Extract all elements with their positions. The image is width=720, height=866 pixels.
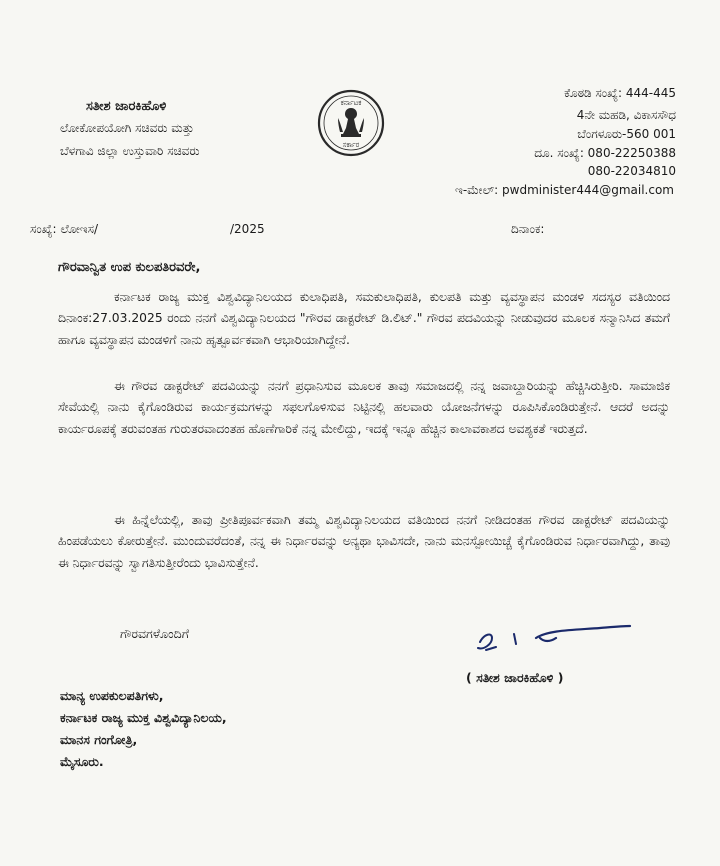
address-city: ಬೆಂಗಳೂರು-560 001: [577, 127, 676, 141]
body-paragraph-2: ಈ ಗೌರವ ಡಾಕ್ಟರೇಟ್ ಪದವಿಯನ್ನು ನನಗೆ ಪ್ರಧಾನಿಸುವ ಮೂಲಕ ತಾವು ಸಮಾಜದಲ್ಲಿ ನನ್ನ ಜವಾಬ್ದಾರಿಯನ್ನು ಹೆಚ್ಚಿಸಿರುತ್ತೀರಿ. ಸಾಮಾಜಿಕ ಸೇವೆಯಲ್ಲಿ ನಾನು ಕೈಗೊಂಡಿರುವ ಕಾರ್ಯಕ್ರಮಗಳನ್ನು ಸಫಲಗೊಳಿಸುವ ನಿಟ್ಟಿನಲ್ಲಿ ಹಲವಾರು ಯೋಜನೆಗಳನ್ನು ರೂಪಿಸಿಕೊಂಡಿರುತ್ತೇನೆ. ಆದರೆ ಅದನ್ನು ಕಾರ್ಯರೂಪಕ್ಕೆ ತರುವಂತಹ ಗುರುತರವಾದಂತಹ ಹೊಣೆಗಾರಿಕೆ ನನ್ನ ಮೇಲಿದ್ದು, ಇದಕ್ಕೆ ಇನ್ನೂ ಹೆಚ್ಚಿನ ಕಾಲಾವಕಾಶದ ಅವಶ್ಯಕತೆ ಇರುತ್ತದೆ.: [58, 379, 670, 436]
closing: ಗೌರವಗಳೊಂದಿಗೆ: [120, 626, 189, 641]
government-emblem-icon: [316, 88, 386, 158]
body-paragraph-1: ಕರ್ನಾಟಕ ರಾಜ್ಯ ಮುಕ್ತ ವಿಶ್ವವಿದ್ಯಾನಿಲಯದ ಕುಲಾಧಿಪತಿ, ಸಮಕುಲಾಧಿಪತಿ, ಕುಲಪತಿ ಮತ್ತು ವ್ಯವಸ್ಥಾಪನ ಮಂಡಳಿ ಸದಸ್ಯರ ವತಿಯಿಂದ ದಿನಾಂಕ:27.03.2025 ರಂದು ನನಗೆ ವಿಶ್ವವಿದ್ಯಾನಿಲಯದ "ಗೌರವ ಡಾಕ್ಟರೇಟ್ ಡಿ.ಲಿಟ್." ಗೌರವ ಪದವಿಯನ್ನು ನೀಡುವುದರ ಮೂಲಕ ಸನ್ಮಾನಿಸಿದ ತಮಗೆ ಹಾಗೂ ವ್ಯವಸ್ಥಾಪನ ಮಂಡಳಿಗೆ ನಾನು ಹೃತ್ಪೂರ್ವಕವಾಗಿ ಆಭಾರಿಯಾಗಿದ್ದೇನೆ.: [58, 290, 670, 347]
reference-year: /2025: [230, 222, 265, 236]
recipient-line3: ಮಾನಸ ಗಂಗೋತ್ರಿ,: [60, 732, 138, 747]
emblem-top-text: ಕರ್ನಾಟಕ: [340, 99, 362, 107]
recipient-line2: ಕರ್ನಾಟಕ ರಾಜ್ಯ ಮುಕ್ತ ವಿಶ್ವವಿದ್ಯಾನಿಲಯ,: [60, 710, 227, 725]
emblem-bottom-text: ಸರ್ಕಾರ: [342, 141, 360, 149]
signature-name: ( ಸತೀಶ ಜಾರಕಿಹೊಳಿ ): [466, 670, 564, 685]
recipient-line4: ಮೈಸೂರು.: [60, 754, 104, 769]
signature-icon: [470, 620, 640, 670]
address-room: ಕೊಠಡಿ ಸಂಖ್ಯೆ: 444-445: [564, 86, 676, 100]
date-label: ದಿನಾಂಕ:: [511, 222, 545, 236]
sender-name: ಸತೀಶ ಜಾರಕಿಹೊಳಿ: [86, 99, 167, 114]
reference-number: ಸಂಖ್ಯೆ: ಲೋಇಸ/: [30, 222, 99, 236]
address-phone2: 080-22034810: [587, 164, 676, 178]
address-phone1: ದೂ. ಸಂಖ್ಯೆ: 080-22250388: [534, 146, 676, 160]
address-floor: 4ನೇ ಮಹಡಿ, ವಿಕಾಸಸೌಧ: [576, 108, 676, 122]
body-paragraph-3: ಈ ಹಿನ್ನೆಲೆಯಲ್ಲಿ, ತಾವು ಪ್ರೀತಿಪೂರ್ವಕವಾಗಿ ತಮ್ಮ ವಿಶ್ವವಿದ್ಯಾನಿಲಯದ ವತಿಯಿಂದ ನನಗೆ ನೀಡಿದಂತಹ ಗೌರವ ಡಾಕ್ಟರೇಟ್ ಪದವಿಯನ್ನು ಹಿಂಪಡೆಯಲು ಕೋರುತ್ತೇನೆ. ಮುಂದುವರೆದಂತೆ, ನನ್ನ ಈ ನಿರ್ಧಾರವನ್ನು ಅನ್ಯಥಾ ಭಾವಿಸದೇ, ನಾನು ಮನಸ್ಪೋಯಿಚ್ಚೆ ಕೈಗೊಂಡಿರುವ ನಿರ್ಧಾರವಾಗಿದ್ದು, ತಾವು ಈ ನಿರ್ಧಾರವನ್ನು ಸ್ವಾಗತಿಸುತ್ತೀರೆಂದು ಭಾವಿಸುತ್ತೇನೆ.: [58, 513, 670, 570]
salutation: ಗೌರವಾನ್ವಿತ ಉಪ ಕುಲಪತಿರವರೇ,: [58, 260, 201, 275]
sender-title-line2: ಬೆಳಗಾವಿ ಜಿಲ್ಲಾ ಉಸ್ತುವಾರಿ ಸಚಿವರು: [60, 144, 200, 158]
address-email: ಇ-ಮೇಲ್: pwdminister444@gmail.com: [455, 183, 674, 197]
sender-title-line1: ಲೋಕೋಪಯೋಗಿ ಸಚಿವರು ಮತ್ತು: [60, 121, 194, 135]
recipient-line1: ಮಾನ್ಯ ಉಪಕುಲಪತಿಗಳು,: [60, 688, 164, 703]
